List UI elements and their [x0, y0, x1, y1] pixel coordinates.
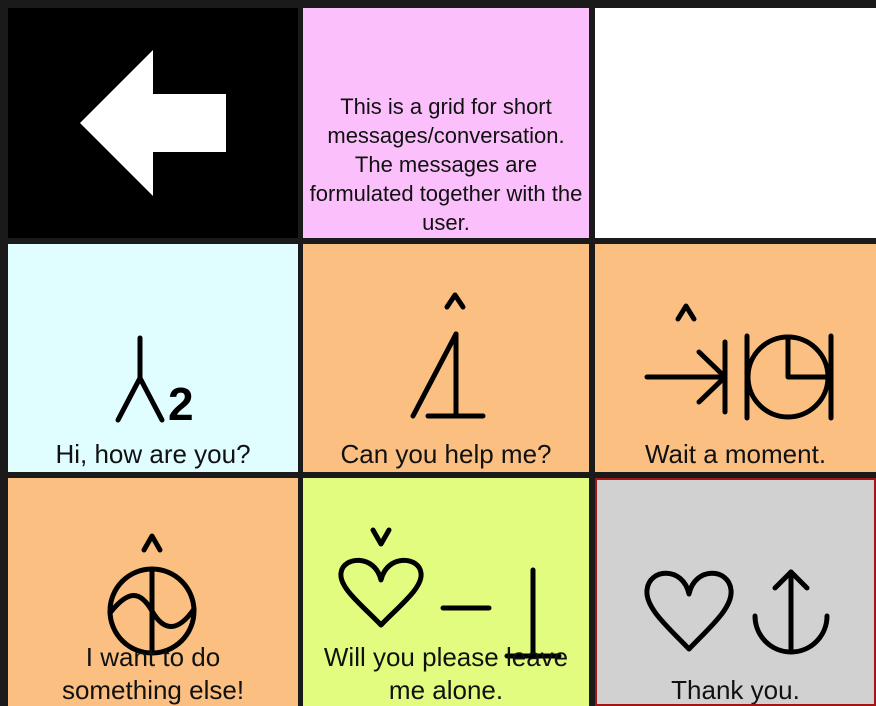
wait-a-moment-button[interactable]: [595, 244, 876, 472]
can-you-help-me-label: Can you help me?: [340, 439, 552, 469]
leave-me-alone-button[interactable]: [303, 478, 589, 706]
hi-how-are-you-button[interactable]: [8, 244, 298, 472]
info-text: This is a grid for short messages/conversation. The messages are formulated together with the user.: [309, 94, 583, 235]
back-button[interactable]: [8, 8, 298, 238]
thank-you-label: Thank you.: [671, 675, 800, 705]
hi-how-are-you-label: Hi, how are you?: [55, 439, 251, 469]
leave-me-alone-label: Will you please leave me alone.: [323, 642, 569, 705]
something-else-label: I want to do something else!: [61, 642, 245, 705]
wait-a-moment-label: Wait a moment.: [644, 439, 827, 469]
blissymbol-thanks-icon: [597, 480, 876, 706]
blissymbol-how-icon: [8, 244, 298, 472]
blissymbol-wait-icon: [595, 244, 876, 472]
can-you-help-me-button[interactable]: [303, 244, 589, 472]
empty-cell[interactable]: [595, 8, 876, 238]
blissymbol-help-icon: [303, 244, 589, 472]
thank-you-button[interactable]: [595, 478, 876, 706]
arrow-left-icon: [8, 8, 298, 238]
svg-text:2: 2: [168, 378, 194, 430]
info-cell: [303, 8, 589, 238]
something-else-button[interactable]: [8, 478, 298, 706]
